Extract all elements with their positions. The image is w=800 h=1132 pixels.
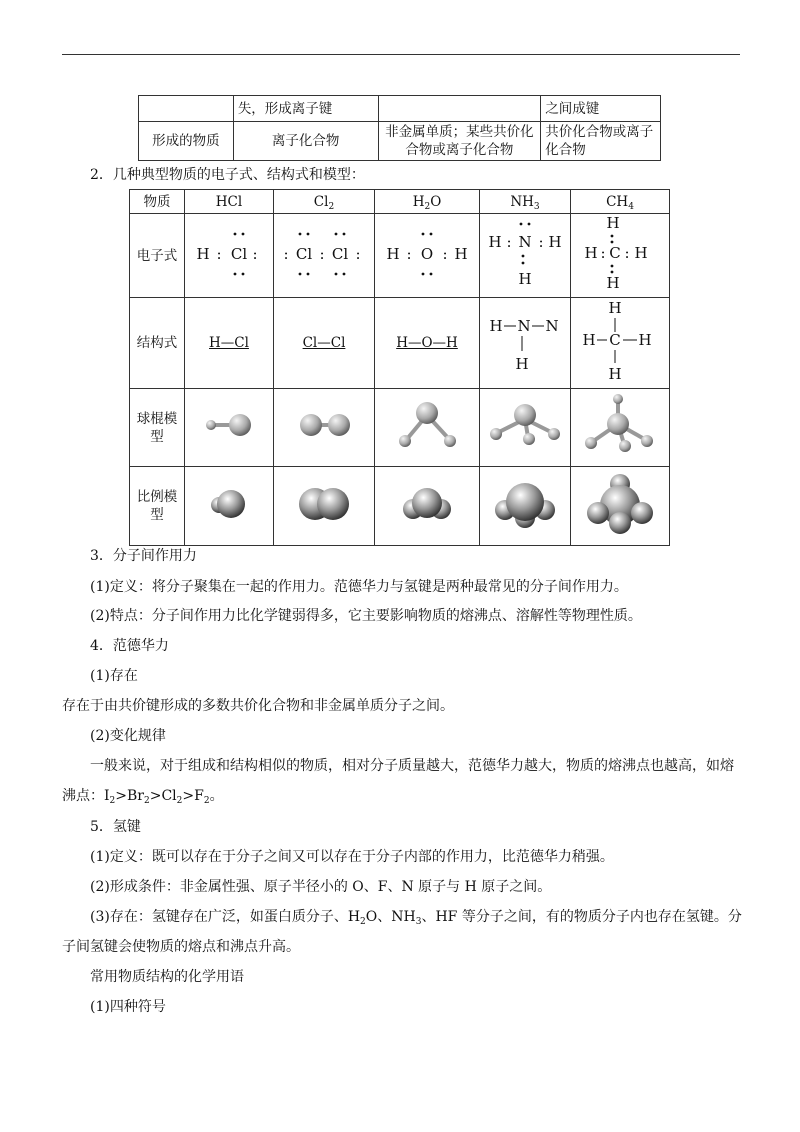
section-heading: 常用物质结构的化学用语 [90, 969, 244, 985]
svg-text:H: H [606, 274, 620, 292]
svg-text:Cl: Cl [331, 245, 349, 263]
section-heading: 2．几种典型物质的电子式、结构式和模型： [90, 167, 365, 183]
electron-formula-hcl [185, 214, 274, 298]
bond-cell [139, 96, 234, 122]
paragraph: (3)存在：氢键存在广泛，如蛋白质分子、$H_2O$、$NH_3$、HF 等分子之间，有的物质分子内也存在氢键。分 [90, 909, 742, 927]
svg-text::: : [506, 233, 512, 251]
svg-text::: : [319, 245, 325, 263]
svg-text:H: H [488, 233, 502, 251]
svg-text:H: H [196, 245, 210, 263]
svg-text:O: O [420, 245, 434, 263]
bond-cell: 之间成键 [541, 96, 661, 122]
svg-text:Cl: Cl [295, 245, 313, 263]
electron-formula-nh3 [480, 214, 571, 298]
svg-text::: : [216, 245, 222, 263]
svg-text:H: H [606, 214, 620, 232]
ball-stick-model-ch4 [571, 389, 670, 467]
structural-formula-cl2: Cl—Cl [274, 298, 375, 389]
svg-text:H: H [518, 270, 532, 288]
svg-text:H: H [489, 316, 503, 335]
paragraph: (1)存在 [90, 668, 138, 684]
header-ch4: $CH_4$ [571, 190, 670, 214]
header-rule [62, 54, 740, 55]
header-hcl: HCl [185, 190, 274, 214]
ball-stick-model-nh3 [480, 389, 571, 467]
electron-formula-h2o [375, 214, 480, 298]
header-h2o: $H_2O$ [375, 190, 480, 214]
svg-text:H: H [515, 354, 529, 373]
bond-comparison-table [138, 95, 661, 161]
paragraph: 子间氢键会使物质的熔点和沸点升高。 [62, 939, 300, 955]
svg-text:H: H [638, 330, 652, 349]
structural-formula-nh3 [480, 298, 571, 389]
bond-cell: 共价化合物或离子化合物 [541, 122, 661, 161]
header-cell: 物质 [130, 190, 185, 214]
space-fill-model-ch4 [571, 467, 670, 546]
row-label: 比例模型 [130, 467, 185, 546]
section-heading: 4．范德华力 [90, 638, 169, 654]
space-fill-model-nh3 [480, 467, 571, 546]
svg-text:H: H [584, 244, 598, 262]
svg-text:Cl: Cl [230, 245, 248, 263]
svg-text:H: H [582, 330, 596, 349]
svg-text:H: H [634, 244, 648, 262]
svg-text:H: H [608, 364, 622, 383]
svg-text::: : [442, 245, 448, 263]
paragraph: (1)定义：将分子聚集在一起的作用力。范德华力与氢键是两种最常见的分子间作用力。 [90, 579, 628, 595]
space-fill-model-cl2 [274, 467, 375, 546]
paragraph: 一般来说，对于组成和结构相似的物质，相对分子质量越大，范德华力越大，物质的熔沸点也越高，如熔 [90, 758, 734, 774]
svg-text::: : [406, 245, 412, 263]
svg-text:N: N [545, 316, 559, 335]
bond-cell: 离子化合物 [233, 122, 378, 161]
section-heading: 5．氢键 [90, 819, 141, 835]
svg-text:C: C [609, 244, 621, 262]
svg-text::: : [624, 244, 630, 262]
header-nh3: $NH_3$ [480, 190, 571, 214]
ball-stick-model-hcl [185, 389, 274, 467]
bond-cell [378, 96, 541, 122]
bond-cell: 失，形成离子键 [233, 96, 378, 122]
molecule-table [129, 189, 670, 546]
paragraph: (2)形成条件：非金属性强、原子半径小的 O、F、N 原子与 H 原子之间。 [90, 879, 552, 895]
svg-text:H: H [386, 245, 400, 263]
ball-stick-model-h2o [375, 389, 480, 467]
electron-formula-cl2 [274, 214, 375, 298]
svg-text::: : [600, 244, 606, 262]
paragraph: 沸点：$I_2>Br_2>Cl_2>F_2$。 [62, 788, 224, 806]
structural-formula-ch4 [571, 298, 670, 389]
paragraph: (2)变化规律 [90, 728, 166, 744]
row-label: 结构式 [130, 298, 185, 389]
header-cl2: $Cl_2$ [274, 190, 375, 214]
section-heading: 3．分子间作用力 [90, 548, 197, 564]
svg-text::: : [283, 245, 289, 263]
paragraph: (2)特点：分子间作用力比化学键弱得多，它主要影响物质的熔沸点、溶解性等物理性质。 [90, 608, 642, 624]
svg-text:H: H [608, 298, 622, 317]
svg-text:C: C [609, 330, 621, 349]
space-fill-model-h2o [375, 467, 480, 546]
svg-text::: : [252, 245, 258, 263]
paragraph: (1)定义：既可以存在于分子之间又可以存在于分子内部的作用力，比范德华力稍强。 [90, 849, 614, 865]
svg-text::: : [355, 245, 361, 263]
structural-formula-h2o: H—O—H [375, 298, 480, 389]
row-label: 球棍模型 [130, 389, 185, 467]
bond-cell: 形成的物质 [139, 122, 234, 161]
svg-text:H: H [454, 245, 468, 263]
bond-cell: 非金属单质；某些共价化合物或离子化合物 [378, 122, 541, 161]
svg-text:N: N [518, 233, 532, 251]
electron-formula-ch4 [571, 214, 670, 298]
paragraph: (1)四种符号 [90, 999, 166, 1015]
space-fill-model-hcl [185, 467, 274, 546]
svg-text:N: N [517, 316, 531, 335]
svg-text:H: H [548, 233, 562, 251]
row-label: 电子式 [130, 214, 185, 298]
structural-formula-hcl: H—Cl [185, 298, 274, 389]
svg-text::: : [538, 233, 544, 251]
ball-stick-model-cl2 [274, 389, 375, 467]
paragraph: 存在于由共价键形成的多数共价化合物和非金属单质分子之间。 [62, 698, 454, 714]
